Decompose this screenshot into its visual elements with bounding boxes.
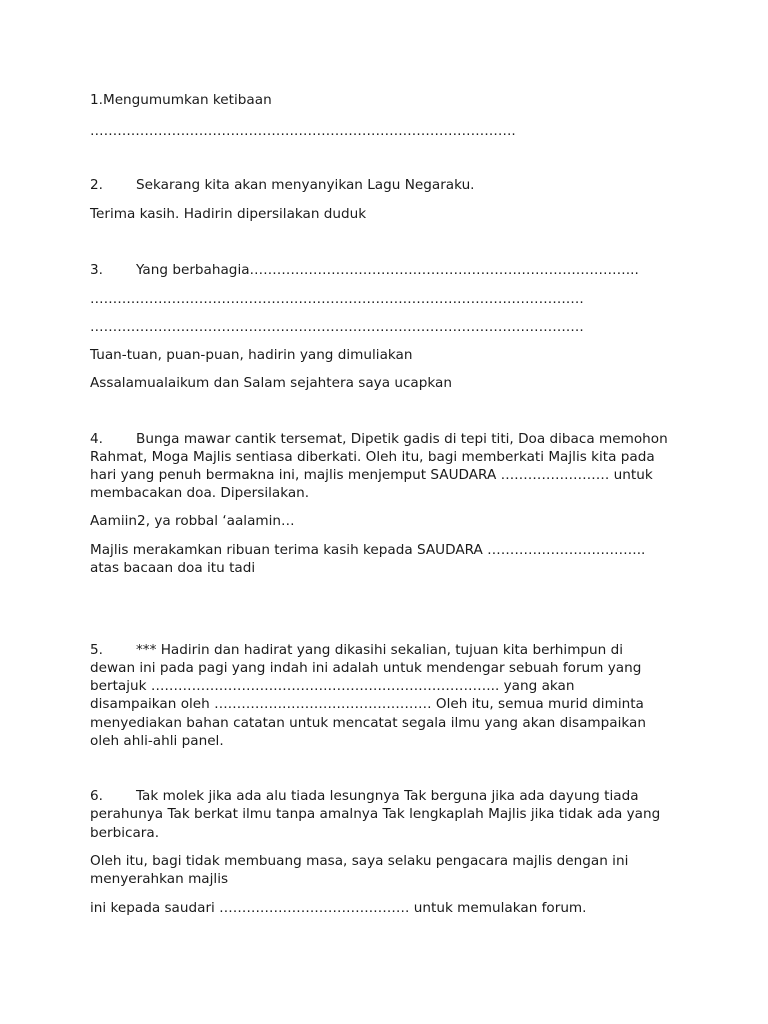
item2-number: 2. — [90, 177, 103, 193]
item3-line3: Assalamualaikum dan Salam sejahtera saya ucapkan — [90, 375, 452, 391]
item3-text: Yang berbahagia………………………………………………………………………….. — [136, 262, 639, 278]
item5-line1 — [90, 641, 623, 659]
item6-p1-line1 — [90, 787, 639, 805]
item4-p1-line4: membacakan doa. Dipersilakan. — [90, 485, 310, 501]
item5-line6: oleh ahli-ahli panel. — [90, 733, 224, 749]
item4-p3-line2: atas bacaan doa itu tadi — [90, 560, 256, 576]
item6-p2-line1: Oleh itu, bagi tidak membuang masa, saya selaku pengacara majlis dengan ini — [90, 853, 629, 869]
item4-number: 4. — [90, 431, 103, 447]
item5-text: *** Hadirin dan hadirat yang dikasihi sekalian, tujuan kita berhimpun di — [136, 642, 624, 658]
item4-p2: Aamiin2, ya robbal ‘aalamin… — [90, 513, 295, 529]
item4-p1-line1 — [90, 430, 668, 448]
item6-number: 6. — [90, 788, 103, 804]
item5-line5: menyediakan bahan catatan untuk mencatat segala ilmu yang akan disampaikan — [90, 715, 646, 731]
item3-line1 — [90, 261, 639, 279]
item5-line3: bertajuk ………………………………………………………………….. yang akan — [90, 678, 575, 694]
item2-text: Sekarang kita akan menyanyikan Lagu Negaraku. — [136, 177, 475, 193]
item3-dots2: ………………………………………………………………………………………………. — [90, 319, 584, 335]
item1-heading: 1.Mengumumkan ketibaan — [90, 92, 272, 108]
item5-line2: dewan ini pada pagi yang indah ini adalah untuk mendengar sebuah forum yang — [90, 660, 642, 676]
item5-line4: disampaikan oleh ………………………………………… Oleh itu, semua murid diminta — [90, 696, 644, 712]
item6-text: Tak molek jika ada alu tiada lesungnya Tak berguna jika ada dayung tiada — [136, 788, 639, 804]
item1-dots: …………………………………………………………………………………. — [90, 123, 516, 139]
item2-line2: Terima kasih. Hadirin dipersilakan duduk — [90, 206, 367, 222]
item5-number: 5. — [90, 642, 103, 658]
item3-line2: Tuan-tuan, puan-puan, hadirin yang dimuliakan — [90, 347, 413, 363]
item6-p1-line2: perahunya Tak berkat ilmu tanpa amalnya Tak lengkaplah Majlis jika tidak ada yang — [90, 806, 661, 822]
item4-p1-line3: hari yang penuh bermakna ini, majlis menjemput SAUDARA …………………… untuk — [90, 467, 653, 483]
item3-number: 3. — [90, 262, 103, 278]
item4-p3-line1: Majlis merakamkan ribuan terima kasih kepada SAUDARA …………………………….. — [90, 542, 646, 558]
item3-dots1: ………………………………………………………………………………………………. — [90, 291, 584, 307]
item6-p3: ini kepada saudari …………………………………… untuk memulakan forum. — [90, 900, 587, 916]
item6-p2-line2: menyerahkan majlis — [90, 871, 229, 887]
item2-line1 — [90, 176, 475, 194]
item4-p1-line2: Rahmat, Moga Majlis sentiasa diberkati. Oleh itu, bagi memberkati Majlis kita pada — [90, 449, 655, 465]
item6-p1-line3: berbicara. — [90, 825, 160, 841]
item4-text: Bunga mawar cantik tersemat, Dipetik gadis di tepi titi, Doa dibaca memohon — [136, 431, 668, 447]
